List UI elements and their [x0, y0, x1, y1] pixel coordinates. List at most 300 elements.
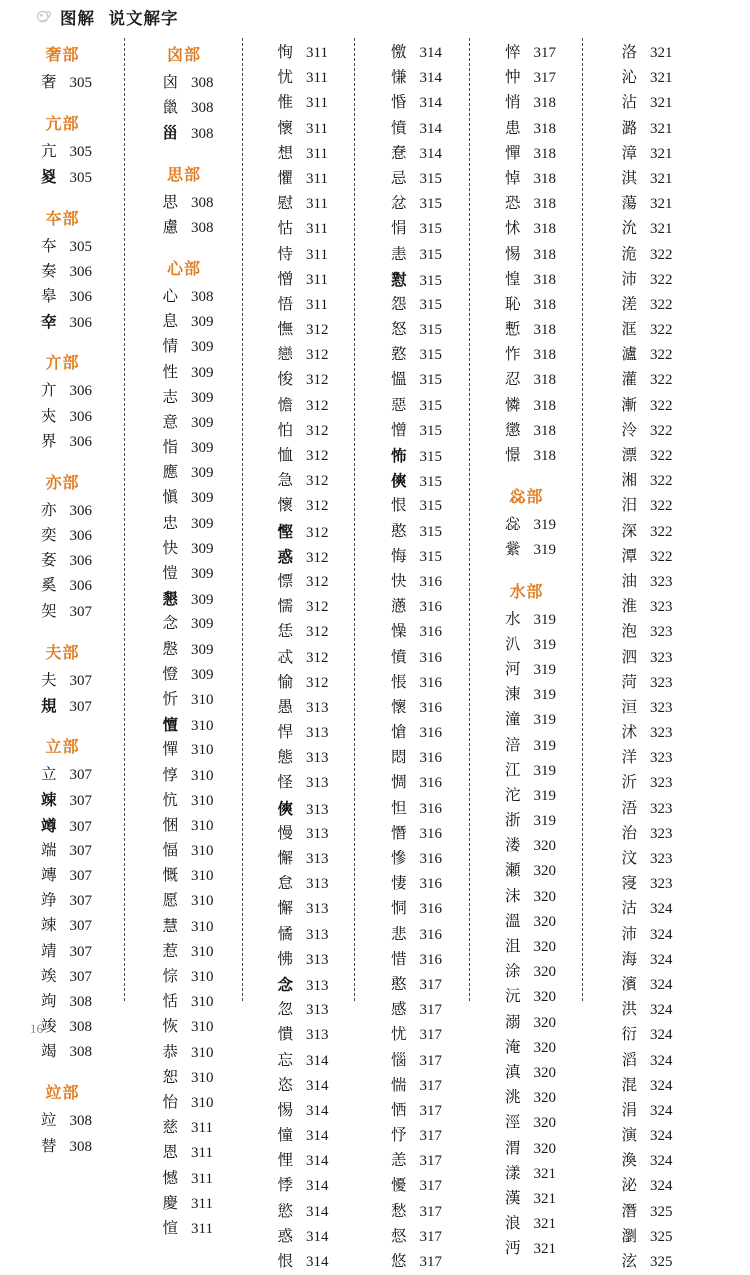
index-entry[interactable] [355, 40, 470, 65]
index-entry[interactable] [470, 191, 583, 216]
index-entry[interactable] [125, 410, 243, 435]
index-entry[interactable] [355, 544, 470, 569]
entry-character: 懷 [390, 697, 407, 716]
entry-character: 悍 [277, 723, 293, 742]
index-entry[interactable] [125, 215, 243, 240]
index-entry[interactable] [125, 1040, 243, 1065]
index-entry[interactable] [583, 317, 703, 342]
index-entry[interactable] [470, 141, 583, 166]
index-entry[interactable] [243, 141, 355, 166]
index-entry[interactable] [243, 1048, 355, 1073]
index-entry[interactable] [583, 871, 703, 896]
index-entry[interactable] [470, 40, 583, 65]
index-entry[interactable] [583, 90, 703, 115]
index-entry[interactable] [583, 443, 703, 468]
index-entry[interactable] [355, 695, 470, 720]
index-entry[interactable] [125, 485, 243, 510]
index-entry[interactable] [0, 888, 125, 913]
index-entry[interactable] [125, 788, 243, 813]
entry-character: 恭 [162, 1042, 178, 1061]
index-entry[interactable] [0, 259, 125, 284]
index-entry[interactable] [243, 846, 355, 871]
entry-page-number: 323 [650, 649, 673, 666]
index-entry[interactable] [243, 1224, 355, 1249]
index-entry[interactable] [243, 317, 355, 342]
index-entry[interactable] [125, 1090, 243, 1115]
index-entry[interactable] [125, 435, 243, 460]
index-entry[interactable] [583, 1224, 703, 1249]
index-entry[interactable] [0, 404, 125, 429]
index-entry[interactable] [125, 95, 243, 120]
index-entry[interactable] [243, 619, 355, 644]
index-entry[interactable] [0, 548, 125, 573]
index-entry[interactable] [583, 821, 703, 846]
index-entry[interactable] [0, 1108, 125, 1133]
index-entry[interactable] [583, 242, 703, 267]
index-entry[interactable] [355, 1199, 470, 1224]
entry-character: 㚣 [40, 551, 57, 570]
index-entry[interactable] [583, 972, 703, 997]
index-entry[interactable] [243, 922, 355, 947]
index-entry[interactable] [470, 657, 583, 682]
index-entry[interactable] [243, 90, 355, 115]
index-entry[interactable] [125, 662, 243, 687]
entry-character: 溫 [504, 911, 521, 930]
index-entry[interactable] [125, 813, 243, 838]
index-entry[interactable] [583, 393, 703, 418]
section-spacer [125, 240, 243, 254]
index-entry[interactable] [243, 493, 355, 518]
index-entry[interactable] [243, 569, 355, 594]
index-entry[interactable] [243, 267, 355, 292]
index-entry[interactable] [243, 972, 355, 997]
entry-page-number: 323 [650, 775, 673, 792]
index-entry[interactable] [355, 1048, 470, 1073]
index-entry[interactable] [470, 292, 583, 317]
entry-character: 惛 [390, 93, 407, 112]
index-entry[interactable] [355, 594, 470, 619]
index-entry[interactable] [0, 573, 125, 598]
index-entry[interactable] [470, 758, 583, 783]
index-entry[interactable] [355, 619, 470, 644]
index-entry[interactable] [243, 947, 355, 972]
index-entry[interactable] [355, 821, 470, 846]
index-entry[interactable] [355, 1224, 470, 1249]
index-entry[interactable] [470, 783, 583, 808]
index-entry[interactable] [355, 947, 470, 972]
index-entry[interactable] [583, 216, 703, 241]
index-entry[interactable] [355, 1098, 470, 1123]
index-entry[interactable] [355, 443, 470, 468]
index-entry[interactable] [583, 544, 703, 569]
index-entry[interactable] [355, 1123, 470, 1148]
index-entry[interactable] [355, 216, 470, 241]
index-entry[interactable] [243, 544, 355, 569]
index-entry[interactable] [355, 292, 470, 317]
page-header [0, 0, 750, 34]
index-entry[interactable] [355, 65, 470, 90]
index-entry[interactable] [583, 1048, 703, 1073]
index-entry[interactable] [125, 190, 243, 215]
index-entry[interactable] [583, 846, 703, 871]
index-entry[interactable] [125, 914, 243, 939]
index-entry[interactable] [355, 896, 470, 921]
index-entry[interactable] [125, 888, 243, 913]
index-entry[interactable] [583, 796, 703, 821]
index-entry[interactable] [125, 637, 243, 662]
index-entry[interactable] [125, 737, 243, 762]
index-entry[interactable] [125, 460, 243, 485]
entry-character: 應 [162, 463, 178, 482]
index-entry[interactable] [243, 1123, 355, 1148]
index-entry[interactable] [243, 191, 355, 216]
index-entry[interactable] [355, 242, 470, 267]
index-entry[interactable] [0, 964, 125, 989]
index-entry[interactable] [125, 586, 243, 611]
index-entry[interactable] [355, 393, 470, 418]
index-entry[interactable] [355, 468, 470, 493]
index-entry[interactable] [243, 166, 355, 191]
index-entry[interactable] [470, 1236, 583, 1261]
index-entry[interactable] [470, 537, 583, 562]
index-entry[interactable] [0, 813, 125, 838]
index-entry[interactable] [0, 693, 125, 718]
index-entry[interactable] [243, 116, 355, 141]
index-entry[interactable] [470, 1186, 583, 1211]
entry-character: 懷 [277, 496, 293, 515]
entry-character: 意 [162, 412, 178, 431]
index-entry[interactable] [125, 611, 243, 636]
index-entry[interactable] [0, 309, 125, 334]
entry-page-number: 307 [69, 767, 92, 784]
index-entry[interactable] [243, 1022, 355, 1047]
index-entry[interactable] [470, 242, 583, 267]
entry-character: 竦 [40, 916, 57, 935]
index-entry[interactable] [125, 385, 243, 410]
index-entry[interactable] [470, 707, 583, 732]
index-entry[interactable] [355, 1073, 470, 1098]
index-entry[interactable] [125, 763, 243, 788]
entry-character: 愼 [162, 488, 178, 507]
index-entry[interactable] [125, 863, 243, 888]
entry-character: 憧 [277, 1126, 293, 1145]
index-entry[interactable] [243, 40, 355, 65]
index-entry[interactable] [470, 1136, 583, 1161]
index-entry[interactable] [583, 720, 703, 745]
index-entry[interactable] [0, 838, 125, 863]
index-entry[interactable] [470, 909, 583, 934]
index-entry[interactable] [470, 166, 583, 191]
index-entry[interactable] [243, 367, 355, 392]
index-entry[interactable] [355, 846, 470, 871]
index-entry[interactable] [0, 668, 125, 693]
entry-character: 恕 [162, 1067, 178, 1086]
index-entry[interactable] [583, 342, 703, 367]
index-entry[interactable] [470, 367, 583, 392]
index-entry[interactable] [243, 896, 355, 921]
index-entry[interactable] [583, 1249, 703, 1274]
entry-page-number: 324 [650, 1153, 673, 1170]
index-entry[interactable] [243, 796, 355, 821]
index-entry[interactable] [470, 393, 583, 418]
index-entry[interactable] [125, 1216, 243, 1241]
index-entry[interactable] [355, 745, 470, 770]
index-entry[interactable] [125, 1115, 243, 1140]
index-entry[interactable] [125, 939, 243, 964]
index-entry[interactable] [583, 418, 703, 443]
index-entry[interactable] [583, 619, 703, 644]
index-entry[interactable] [0, 234, 125, 259]
index-entry[interactable] [243, 292, 355, 317]
index-entry[interactable] [355, 871, 470, 896]
index-entry[interactable] [470, 833, 583, 858]
index-entry[interactable] [125, 284, 243, 309]
index-entry[interactable] [470, 1110, 583, 1135]
index-entry[interactable] [0, 863, 125, 888]
index-entry[interactable] [355, 569, 470, 594]
index-entry[interactable] [0, 939, 125, 964]
index-entry[interactable] [243, 418, 355, 443]
index-entry[interactable] [470, 418, 583, 443]
index-entry[interactable] [583, 40, 703, 65]
index-entry[interactable] [470, 1161, 583, 1186]
index-entry[interactable] [583, 493, 703, 518]
index-entry[interactable] [583, 141, 703, 166]
index-entry[interactable] [355, 1249, 470, 1274]
index-entry[interactable] [583, 645, 703, 670]
index-entry[interactable] [470, 116, 583, 141]
index-entry[interactable] [243, 1173, 355, 1198]
index-entry[interactable] [355, 191, 470, 216]
index-entry[interactable] [125, 1191, 243, 1216]
index-entry[interactable] [470, 65, 583, 90]
index-entry[interactable] [470, 317, 583, 342]
index-entry[interactable] [243, 871, 355, 896]
index-entry[interactable] [125, 712, 243, 737]
index-entry[interactable] [125, 989, 243, 1014]
index-entry[interactable] [355, 418, 470, 443]
index-entry[interactable] [125, 1166, 243, 1191]
index-entry[interactable] [0, 599, 125, 624]
index-entry[interactable] [583, 367, 703, 392]
index-entry[interactable] [125, 360, 243, 385]
index-entry[interactable] [243, 770, 355, 795]
index-entry[interactable] [470, 512, 583, 537]
index-entry[interactable] [583, 569, 703, 594]
index-entry[interactable] [355, 972, 470, 997]
entry-character: 惴 [390, 1075, 407, 1094]
index-entry[interactable] [125, 561, 243, 586]
index-entry[interactable] [583, 65, 703, 90]
index-entry[interactable] [470, 1035, 583, 1060]
index-entry[interactable] [583, 1199, 703, 1224]
index-entry[interactable] [470, 443, 583, 468]
index-entry[interactable] [243, 342, 355, 367]
index-entry[interactable] [583, 468, 703, 493]
index-entry[interactable] [0, 139, 125, 164]
index-entry[interactable] [125, 120, 243, 145]
index-entry[interactable] [470, 682, 583, 707]
index-entry[interactable] [470, 858, 583, 883]
index-entry[interactable] [243, 1073, 355, 1098]
index-entry[interactable] [355, 1148, 470, 1173]
index-entry[interactable] [0, 787, 125, 812]
index-entry[interactable] [243, 519, 355, 544]
index-entry[interactable] [125, 1014, 243, 1039]
index-entry[interactable] [355, 796, 470, 821]
index-entry[interactable] [355, 166, 470, 191]
index-entry[interactable] [583, 166, 703, 191]
index-entry[interactable] [583, 770, 703, 795]
index-entry[interactable] [470, 808, 583, 833]
entry-character: 懦 [277, 597, 293, 616]
index-entry[interactable] [243, 1199, 355, 1224]
index-entry[interactable] [0, 429, 125, 454]
index-entry[interactable] [355, 141, 470, 166]
index-entry[interactable] [355, 367, 470, 392]
index-entry[interactable] [243, 695, 355, 720]
index-entry[interactable] [583, 896, 703, 921]
index-entry[interactable] [125, 70, 243, 95]
index-entry[interactable] [355, 1022, 470, 1047]
index-entry[interactable] [583, 1022, 703, 1047]
index-entry[interactable] [355, 670, 470, 695]
index-entry[interactable] [243, 1098, 355, 1123]
index-entry[interactable] [355, 1173, 470, 1198]
index-entry[interactable] [583, 695, 703, 720]
index-entry[interactable] [0, 523, 125, 548]
index-entry[interactable] [583, 1173, 703, 1198]
index-entry[interactable] [125, 838, 243, 863]
index-entry[interactable] [0, 284, 125, 309]
index-entry[interactable] [355, 116, 470, 141]
index-entry[interactable] [243, 1249, 355, 1274]
entry-character: 沭 [621, 723, 637, 742]
index-entry[interactable] [355, 770, 470, 795]
entry-page-number: 312 [306, 674, 329, 691]
index-entry[interactable] [470, 607, 583, 632]
entry-page-number: 315 [419, 397, 442, 414]
index-entry[interactable] [243, 645, 355, 670]
index-entry[interactable] [583, 519, 703, 544]
index-entry[interactable] [470, 1085, 583, 1110]
index-entry[interactable] [125, 1065, 243, 1090]
index-entry[interactable] [125, 511, 243, 536]
index-entry[interactable] [583, 997, 703, 1022]
entry-page-number: 310 [191, 767, 214, 784]
index-entry[interactable] [355, 720, 470, 745]
index-entry[interactable] [470, 1010, 583, 1035]
index-entry[interactable] [470, 216, 583, 241]
index-entry[interactable] [243, 468, 355, 493]
index-entry[interactable] [470, 90, 583, 115]
index-entry[interactable] [355, 493, 470, 518]
index-entry[interactable] [355, 342, 470, 367]
index-entry[interactable] [243, 997, 355, 1022]
index-entry[interactable] [470, 342, 583, 367]
index-entry[interactable] [0, 989, 125, 1014]
index-entry[interactable] [243, 594, 355, 619]
index-entry[interactable] [0, 70, 125, 95]
entry-page-number: 316 [419, 800, 442, 817]
index-entry[interactable] [0, 762, 125, 787]
index-entry[interactable] [355, 519, 470, 544]
index-entry[interactable] [243, 242, 355, 267]
index-entry[interactable] [470, 267, 583, 292]
index-entry[interactable] [583, 1098, 703, 1123]
index-entry[interactable] [243, 821, 355, 846]
index-entry[interactable] [355, 645, 470, 670]
index-entry[interactable] [243, 216, 355, 241]
index-entry[interactable] [583, 1073, 703, 1098]
entry-character: 涓 [621, 1100, 637, 1119]
index-entry[interactable] [125, 964, 243, 989]
index-entry[interactable] [243, 393, 355, 418]
index-entry[interactable] [125, 536, 243, 561]
index-entry[interactable] [355, 267, 470, 292]
index-entry[interactable] [470, 1060, 583, 1085]
index-entry[interactable] [583, 292, 703, 317]
index-entry[interactable] [470, 884, 583, 909]
index-entry[interactable] [355, 90, 470, 115]
index-entry[interactable] [355, 317, 470, 342]
index-entry[interactable] [470, 934, 583, 959]
index-entry[interactable] [125, 687, 243, 712]
index-entry[interactable] [0, 164, 125, 189]
index-entry[interactable] [583, 116, 703, 141]
index-entry[interactable] [0, 1134, 125, 1159]
index-entry[interactable] [243, 443, 355, 468]
index-entry[interactable] [243, 745, 355, 770]
index-entry[interactable] [583, 922, 703, 947]
index-entry[interactable] [243, 65, 355, 90]
index-entry[interactable] [583, 594, 703, 619]
index-entry[interactable] [0, 913, 125, 938]
index-entry[interactable] [583, 745, 703, 770]
index-entry[interactable] [243, 720, 355, 745]
index-entry[interactable] [583, 1148, 703, 1173]
index-entry[interactable] [125, 334, 243, 359]
entry-character: 繠 [504, 540, 521, 559]
index-entry[interactable] [0, 1039, 125, 1064]
entry-page-number: 314 [419, 120, 442, 137]
index-entry[interactable] [0, 498, 125, 523]
index-entry[interactable] [470, 959, 583, 984]
index-entry[interactable] [470, 632, 583, 657]
index-entry[interactable] [125, 309, 243, 334]
index-entry[interactable] [355, 922, 470, 947]
entry-page-number: 310 [191, 943, 214, 960]
section-spacer [0, 454, 125, 468]
index-entry[interactable] [125, 1140, 243, 1165]
index-entry[interactable] [0, 378, 125, 403]
index-entry[interactable] [583, 1123, 703, 1148]
index-entry[interactable] [470, 1211, 583, 1236]
entry-character: 瀬 [504, 861, 521, 880]
index-entry[interactable] [470, 984, 583, 1009]
index-entry[interactable] [470, 733, 583, 758]
index-entry[interactable] [0, 1014, 125, 1039]
index-entry[interactable] [583, 267, 703, 292]
section-heading: 亣部 [45, 353, 80, 373]
index-entry[interactable] [355, 997, 470, 1022]
index-entry[interactable] [243, 670, 355, 695]
index-entry[interactable] [583, 670, 703, 695]
index-entry[interactable] [583, 191, 703, 216]
index-entry[interactable] [243, 1148, 355, 1173]
entry-character: 愷 [162, 564, 178, 582]
index-entry[interactable] [583, 947, 703, 972]
